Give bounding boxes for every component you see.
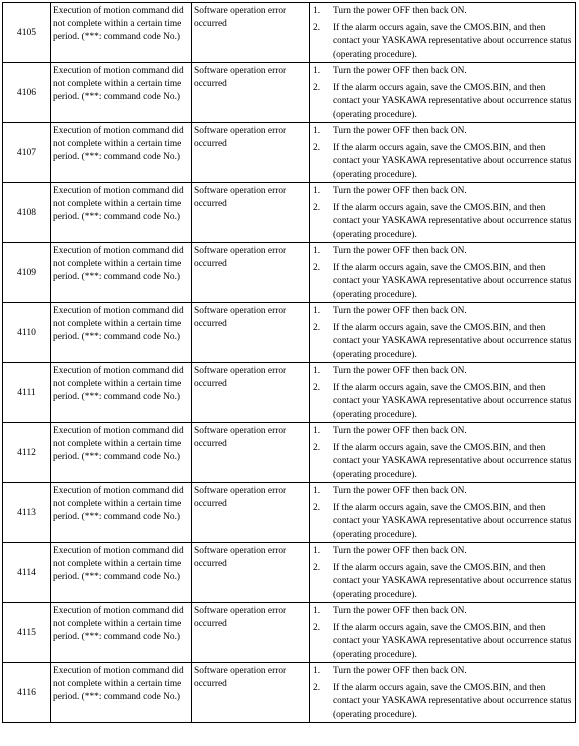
alarm-remedy [310, 603, 576, 663]
alarm-message: Execution of motion command did not complete within a certain time period. (***: command code No.) [51, 183, 192, 243]
alarm-code: 4108 [3, 183, 51, 243]
alarm-cause: Software operation error occurred [192, 123, 310, 183]
remedy-step [313, 125, 573, 138]
remedy-step [313, 622, 573, 662]
remedy-step-text: Turn the power OFF then back ON. [333, 366, 467, 376]
remedy-step-number: 1. [313, 606, 321, 616]
remedy-step-text: If the alarm occurs again, save the CMOS.BIN, and then contact your YASKAWA representative about occurrence status (operating procedure). [333, 623, 572, 660]
remedy-step [313, 605, 573, 618]
remedy-step [313, 365, 573, 378]
alarm-remedy [310, 483, 576, 543]
remedy-step [313, 485, 573, 498]
remedy-step-number: 2. [313, 83, 321, 94]
alarm-message: Execution of motion command did not complete within a certain time period. (***: command code No.) [51, 63, 192, 123]
remedy-step-text: If the alarm occurs again, save the CMOS.BIN, and then contact your YASKAWA representative about occurrence status (operating procedure). [333, 143, 572, 180]
remedy-step-number: 2. [313, 323, 321, 334]
alarm-message: Execution of motion command did not complete within a certain time period. (***: command code No.) [51, 543, 192, 603]
remedy-step-text: If the alarm occurs again, save the CMOS.BIN, and then contact your YASKAWA representative about occurrence status (operating procedure). [333, 503, 572, 540]
remedy-step [313, 665, 573, 678]
remedy-step-number: 2. [313, 683, 321, 694]
remedy-step [313, 382, 573, 422]
alarm-cause: Software operation error occurred [192, 363, 310, 423]
alarm-code: 4110 [3, 303, 51, 363]
alarm-cause: Software operation error occurred [192, 423, 310, 483]
remedy-step-text: Turn the power OFF then back ON. [333, 606, 467, 616]
alarm-cause: Software operation error occurred [192, 183, 310, 243]
remedy-step-text: Turn the power OFF then back ON. [333, 246, 467, 256]
remedy-step-text: If the alarm occurs again, save the CMOS.BIN, and then contact your YASKAWA representative about occurrence status (operating procedure). [333, 263, 572, 300]
alarm-message: Execution of motion command did not complete within a certain time period. (***: command code No.) [51, 3, 192, 63]
alarm-remedy [310, 663, 576, 723]
remedy-step-number: 2. [313, 563, 321, 574]
remedy-step [313, 22, 573, 62]
remedy-step-number: 2. [313, 443, 321, 454]
alarm-remedy [310, 303, 576, 363]
alarm-row [3, 303, 576, 363]
remedy-step-number: 1. [313, 546, 321, 556]
alarm-row [3, 183, 576, 243]
alarm-row [3, 63, 576, 123]
remedy-step-text: If the alarm occurs again, save the CMOS.BIN, and then contact your YASKAWA representative about occurrence status (operating procedure). [333, 83, 572, 120]
alarm-message: Execution of motion command did not complete within a certain time period. (***: command code No.) [51, 423, 192, 483]
alarm-remedy [310, 63, 576, 123]
alarm-table [2, 2, 576, 723]
remedy-step-text: If the alarm occurs again, save the CMOS.BIN, and then contact your YASKAWA representative about occurrence status (operating procedure). [333, 563, 572, 600]
alarm-remedy [310, 423, 576, 483]
remedy-step-number: 2. [313, 623, 321, 634]
alarm-code: 4116 [3, 663, 51, 723]
remedy-step-number: 2. [313, 143, 321, 154]
alarm-cause: Software operation error occurred [192, 663, 310, 723]
remedy-step-number: 1. [313, 666, 321, 676]
alarm-code: 4113 [3, 483, 51, 543]
alarm-row [3, 603, 576, 663]
alarm-message: Execution of motion command did not complete within a certain time period. (***: command code No.) [51, 303, 192, 363]
alarm-table-body [3, 3, 576, 723]
remedy-step-number: 1. [313, 366, 321, 376]
remedy-step [313, 425, 573, 438]
alarm-message: Execution of motion command did not complete within a certain time period. (***: command code No.) [51, 663, 192, 723]
alarm-code: 4105 [3, 3, 51, 63]
alarm-remedy [310, 543, 576, 603]
remedy-step [313, 442, 573, 482]
alarm-row [3, 663, 576, 723]
remedy-step-number: 1. [313, 66, 321, 76]
remedy-step [313, 305, 573, 318]
remedy-step-text: Turn the power OFF then back ON. [333, 66, 467, 76]
remedy-step-number: 1. [313, 6, 321, 16]
remedy-step-text: If the alarm occurs again, save the CMOS.BIN, and then contact your YASKAWA representative about occurrence status (operating procedure). [333, 683, 572, 720]
alarm-row [3, 243, 576, 303]
remedy-step-text: Turn the power OFF then back ON. [333, 546, 467, 556]
remedy-step [313, 562, 573, 602]
remedy-step [313, 262, 573, 302]
remedy-step [313, 322, 573, 362]
alarm-cause: Software operation error occurred [192, 483, 310, 543]
remedy-step [313, 202, 573, 242]
remedy-step-text: If the alarm occurs again, save the CMOS.BIN, and then contact your YASKAWA representative about occurrence status (operating procedure). [333, 23, 572, 60]
remedy-step [313, 502, 573, 542]
remedy-step-text: If the alarm occurs again, save the CMOS.BIN, and then contact your YASKAWA representative about occurrence status (operating procedure). [333, 203, 572, 240]
remedy-step-number: 1. [313, 306, 321, 316]
remedy-step-number: 2. [313, 203, 321, 214]
remedy-step [313, 65, 573, 78]
remedy-step-text: Turn the power OFF then back ON. [333, 126, 467, 136]
alarm-code: 4107 [3, 123, 51, 183]
remedy-step [313, 5, 573, 18]
remedy-step-text: If the alarm occurs again, save the CMOS.BIN, and then contact your YASKAWA representative about occurrence status (operating procedure). [333, 383, 572, 420]
remedy-step-text: If the alarm occurs again, save the CMOS.BIN, and then contact your YASKAWA representative about occurrence status (operating procedure). [333, 323, 572, 360]
alarm-message: Execution of motion command did not complete within a certain time period. (***: command code No.) [51, 243, 192, 303]
remedy-step-text: Turn the power OFF then back ON. [333, 426, 467, 436]
alarm-remedy [310, 363, 576, 423]
remedy-step-number: 2. [313, 23, 321, 34]
alarm-row [3, 483, 576, 543]
alarm-remedy [310, 243, 576, 303]
alarm-remedy [310, 123, 576, 183]
alarm-cause: Software operation error occurred [192, 63, 310, 123]
alarm-code: 4115 [3, 603, 51, 663]
remedy-step-number: 1. [313, 246, 321, 256]
alarm-cause: Software operation error occurred [192, 543, 310, 603]
alarm-row [3, 363, 576, 423]
alarm-code: 4112 [3, 423, 51, 483]
alarm-code: 4106 [3, 63, 51, 123]
remedy-step [313, 82, 573, 122]
alarm-code: 4111 [3, 363, 51, 423]
remedy-step-text: Turn the power OFF then back ON. [333, 6, 467, 16]
remedy-step-text: Turn the power OFF then back ON. [333, 666, 467, 676]
alarm-message: Execution of motion command did not complete within a certain time period. (***: command code No.) [51, 603, 192, 663]
alarm-cause: Software operation error occurred [192, 243, 310, 303]
remedy-step [313, 245, 573, 258]
remedy-step-text: Turn the power OFF then back ON. [333, 486, 467, 496]
alarm-row [3, 123, 576, 183]
remedy-step [313, 682, 573, 722]
alarm-code: 4114 [3, 543, 51, 603]
alarm-code: 4109 [3, 243, 51, 303]
remedy-step-number: 1. [313, 126, 321, 136]
alarm-remedy [310, 183, 576, 243]
remedy-step [313, 545, 573, 558]
remedy-step-number: 2. [313, 383, 321, 394]
remedy-step [313, 142, 573, 182]
alarm-message: Execution of motion command did not complete within a certain time period. (***: command code No.) [51, 483, 192, 543]
remedy-step-text: Turn the power OFF then back ON. [333, 306, 467, 316]
alarm-cause: Software operation error occurred [192, 3, 310, 63]
remedy-step-text: Turn the power OFF then back ON. [333, 186, 467, 196]
remedy-step-text: If the alarm occurs again, save the CMOS.BIN, and then contact your YASKAWA representative about occurrence status (operating procedure). [333, 443, 572, 480]
alarm-row [3, 423, 576, 483]
remedy-step-number: 1. [313, 486, 321, 496]
alarm-cause: Software operation error occurred [192, 603, 310, 663]
remedy-step-number: 1. [313, 186, 321, 196]
alarm-remedy [310, 3, 576, 63]
alarm-message: Execution of motion command did not complete within a certain time period. (***: command code No.) [51, 123, 192, 183]
alarm-row [3, 543, 576, 603]
alarm-row [3, 3, 576, 63]
remedy-step-number: 2. [313, 503, 321, 514]
remedy-step-number: 1. [313, 426, 321, 436]
alarm-cause: Software operation error occurred [192, 303, 310, 363]
alarm-message: Execution of motion command did not complete within a certain time period. (***: command code No.) [51, 363, 192, 423]
remedy-step [313, 185, 573, 198]
remedy-step-number: 2. [313, 263, 321, 274]
